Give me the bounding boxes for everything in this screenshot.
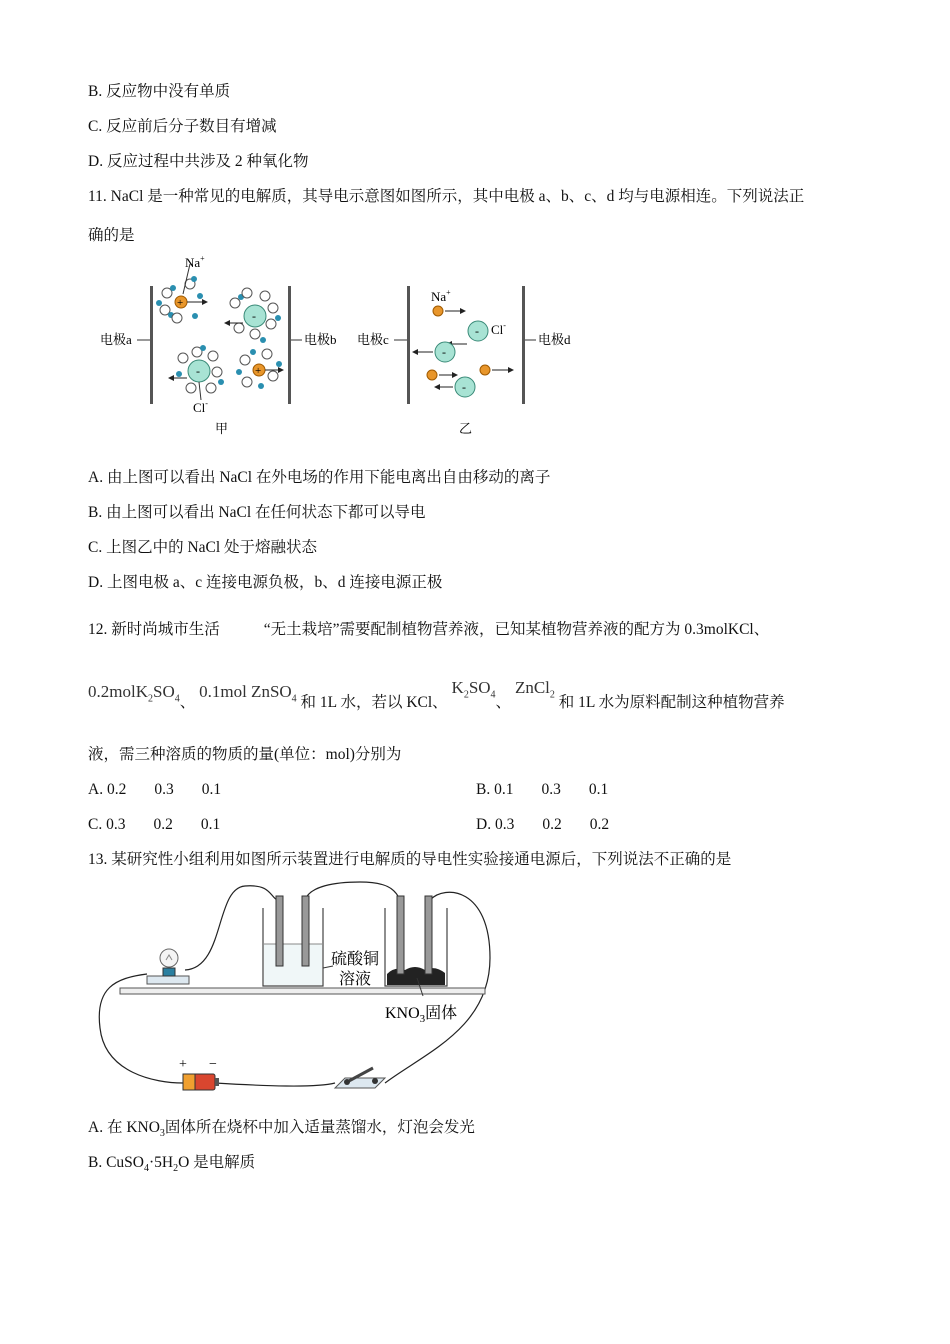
electrode-d-plate — [522, 286, 525, 404]
q12-stem-part2: “无土栽培”需要配制植物营养液，已知某植物营养液的配方为 0.3molKCl、 — [263, 621, 770, 638]
separator-1: 、 — [179, 694, 196, 711]
na-ion-free-2 — [480, 365, 490, 375]
q12-option-b: B. 0.1 0.3 0.1 — [476, 781, 609, 798]
electrode-d-label: 电极d — [538, 332, 571, 347]
formula-k2so4-amount: $0.2molK_2SO_4$ — [88, 682, 180, 705]
hydrated-cl-ion — [225, 288, 281, 343]
beaker-copper-sulfate — [263, 896, 323, 986]
electrode-c-plate — [407, 286, 410, 404]
prev-option-b: B. 反应物中没有单质 — [88, 83, 231, 100]
light-bulb — [147, 949, 189, 984]
q12-option-c: C. 0.3 0.2 0.1 — [88, 816, 221, 833]
battery-plus-label: + — [179, 1057, 187, 1072]
battery-minus-label: − — [209, 1057, 217, 1072]
q12-stem-line1 — [88, 620, 769, 640]
na-top-label: Na+ — [185, 254, 205, 270]
q12-stem-line3: 液，需三种溶质的物质的量(单位：mol)分别为 — [88, 746, 402, 763]
cl-minus-sign-1: - — [252, 309, 256, 323]
q12-stem-part1: 12. 新时尚城市生活 — [88, 621, 220, 638]
q11-option-a: A. 由上图可以看出 NaCl 在外电场的作用下能电离出自由移动的离子 — [88, 469, 551, 486]
electrode-b-plate — [288, 286, 291, 404]
formula-znso4-amount: 0.1mol ZnSO$_4$ — [199, 682, 297, 705]
q13-option-b: B. $CuSO_4\cdot 5H_2O$ 是电解质 — [88, 1154, 256, 1175]
circuit-wire-2 — [305, 882, 400, 900]
cl-yi-label: Cl- — [491, 321, 506, 337]
knife-switch — [335, 1068, 385, 1088]
q12-stem-line2 — [88, 678, 785, 718]
electrode-a-plate — [150, 286, 153, 404]
na-ion-free-3 — [427, 370, 437, 380]
prev-option-c: C. 反应前后分子数目有增减 — [88, 118, 277, 135]
cl-free-minus-1: - — [475, 324, 479, 338]
q12-option-a: A. 0.2 0.3 0.1 — [88, 781, 222, 798]
q12-options-row2 — [88, 815, 888, 835]
hydrated-na-ion — [156, 276, 207, 323]
q12-option-d: D. 0.3 0.2 0.2 — [476, 816, 610, 833]
q13-option-a: A. 在 $KNO_3$固体所在烧杯中加入适量蒸馏水，灯泡会发光 — [88, 1119, 475, 1140]
circuit-wire-5 — [215, 1083, 335, 1086]
electrode-b-label: 电极b — [304, 332, 337, 347]
caption-jia: 甲 — [215, 421, 229, 436]
cl-free-minus-2: - — [442, 345, 446, 359]
copper-sulfate-label-1: 硫酸铜 — [331, 951, 380, 968]
hydrated-na-ion-2 — [236, 349, 283, 389]
q11-option-b: B. 由上图可以看出 NaCl 在任何状态下都可以导电 — [88, 504, 426, 521]
electrode-a-label: 电极a — [100, 332, 132, 347]
formula-k2so4: $K_2SO_4$ — [451, 678, 496, 701]
q12-options-row1 — [88, 780, 888, 800]
na-ion-free-1 — [433, 306, 443, 316]
cl-free-minus-3: - — [462, 380, 466, 394]
q12-end-text: 和 1L 水为原料配制这种植物营养 — [558, 694, 785, 711]
separator-2: 、 — [495, 694, 512, 711]
q12-mid-text: 和 1L 水，若以 KCl、 — [300, 694, 448, 711]
q11-stem-line2: 确的是 — [88, 227, 135, 244]
formula-zncl2: ZnCl$_2$ — [514, 678, 555, 701]
beaker-kno3-solid — [385, 896, 447, 986]
q11-stem-line1: 11. NaCl 是一种常见的电解质，其导电示意图如图所示，其中电极 a、b、c、d 均与电源相连。下列说法正 — [88, 188, 805, 205]
cl-bottom-label: Cl- — [193, 399, 208, 415]
na-plus-sign-2: + — [255, 365, 262, 377]
q13-circuit-figure — [95, 878, 505, 1103]
hydrated-cl-ion-2 — [169, 345, 224, 393]
q11-option-c: C. 上图乙中的 NaCl 处于熔融状态 — [88, 539, 318, 556]
na-yi-label: Na+ — [431, 288, 451, 304]
battery — [183, 1074, 219, 1090]
kno3-solid-label: $KNO_3$固体 — [385, 1005, 458, 1025]
na-plus-sign: + — [177, 297, 184, 309]
q11-option-d: D. 上图电极 a、c 连接电源负极，b、d 连接电源正极 — [88, 574, 443, 591]
q11-ion-figure — [95, 248, 595, 443]
lab-shelf — [120, 988, 485, 994]
q13-stem: 13. 某研究性小组利用如图所示装置进行电解质的导电性实验接通电源后，下列说法不正确的是 — [88, 851, 732, 868]
electrode-c-label: 电极c — [357, 332, 389, 347]
prev-option-d: D. 反应过程中共涉及 2 种氧化物 — [88, 153, 309, 170]
copper-sulfate-label-2: 溶液 — [339, 971, 372, 988]
caption-yi: 乙 — [459, 421, 473, 436]
cl-minus-sign-2: - — [196, 364, 200, 378]
